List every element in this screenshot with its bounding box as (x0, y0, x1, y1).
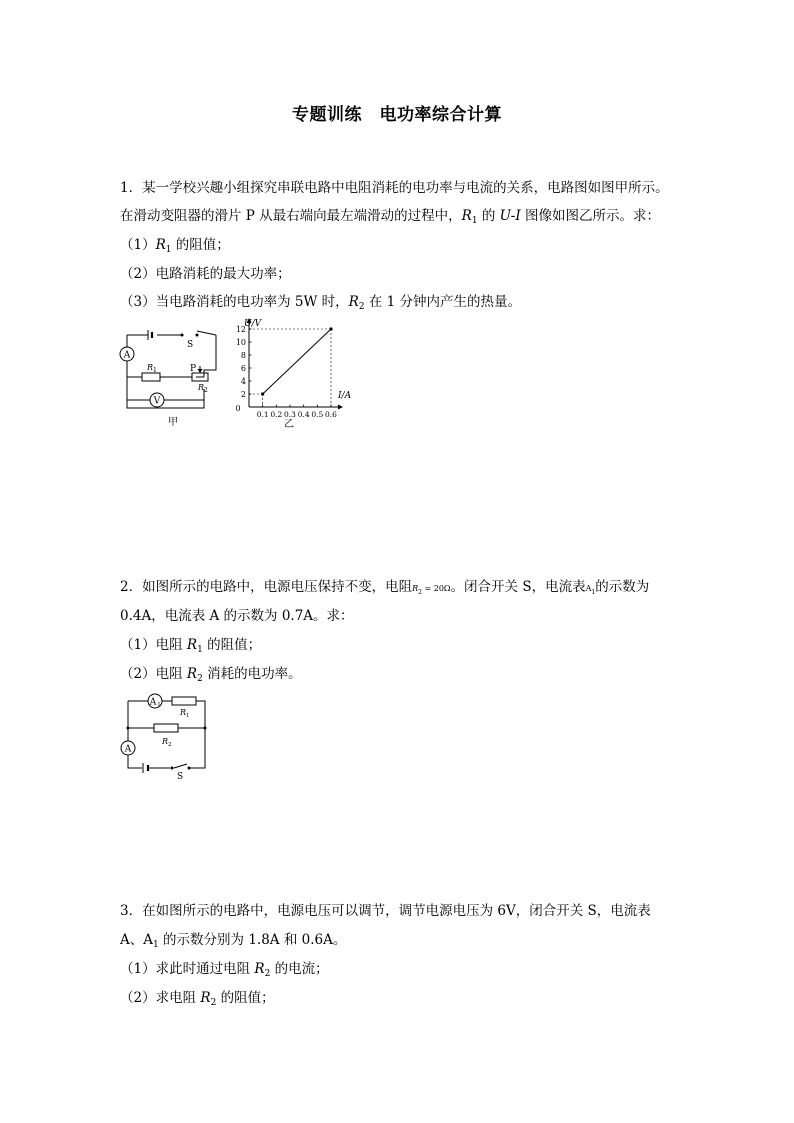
svg-text:S: S (187, 340, 194, 350)
svg-text:1: 1 (157, 702, 161, 708)
svg-text:R: R (147, 363, 154, 372)
svg-text:A: A (123, 350, 131, 361)
y-tick-label: 4 (240, 377, 246, 386)
y-axis-label: U/V (244, 319, 262, 329)
svg-text:R: R (162, 737, 169, 746)
x-axis-arrow-icon (338, 405, 343, 410)
svg-text:1: 1 (186, 713, 190, 719)
svg-text:1: 1 (153, 367, 157, 374)
q1-line-2: 在滑动变阻器的滑片 P 从最右端向最左端滑动的过程中，$R_1$ 的 U-I 图像如图乙所示。求： (120, 208, 661, 226)
q3-line-1: 3．在如图所示的电路中，电源电压可以调节，调节电源电压为 6V，闭合开关 S，电流表 (120, 903, 651, 919)
svg-text:甲: 甲 (168, 417, 178, 428)
y-tick-label: 2 (240, 390, 246, 399)
svg-text:2: 2 (204, 387, 208, 394)
y-tick-label: 10 (235, 338, 246, 347)
switch-terminal-icon (196, 334, 199, 337)
y-tick-label: 12 (235, 325, 246, 334)
x-tick-label: 0.6 (325, 410, 337, 419)
svg-text:A: A (149, 697, 157, 708)
q2-part-1: （1）电阻 $R_1$ 的阻值； (120, 637, 262, 655)
x-axis-label: I/A (338, 391, 352, 401)
x-tick-label: 0.1 (256, 410, 269, 419)
svg-text:R: R (198, 383, 205, 392)
svg-text:S: S (177, 772, 184, 782)
q3-part-1: （1）求此时通过电阻 $R_2$ 的电流； (120, 961, 329, 979)
q1-ui-graph (228, 318, 358, 432)
svg-text:P: P (190, 364, 197, 374)
slider-arrow-head-icon (198, 369, 203, 373)
svg-text:2: 2 (168, 742, 172, 748)
q3-part-2: （2）求电阻 $R_2$ 的阻值； (120, 990, 275, 1008)
origin-label: 0 (235, 404, 241, 413)
y-tick-label: 8 (240, 351, 246, 360)
x-tick-label: 0.2 (270, 410, 283, 419)
switch-terminal-icon (188, 767, 191, 770)
q1-part-2: （2）电路消耗的最大功率； (120, 266, 291, 282)
q2-line-1: 2．如图所示的电路中，电源电压保持不变，电阻$R_2 = 20\Omega$。闭合开关 S，电流表$A_1$的示数为 (120, 579, 650, 596)
q2-line-2: 0.4A，电流表 A 的示数为 0.7A。求： (120, 608, 354, 624)
q1-circuit-diagram (110, 322, 230, 432)
q2-part-2: （2）电阻 $R_2$ 消耗的电功率。 (120, 666, 302, 684)
svg-text:R: R (180, 708, 187, 717)
page-title: 专题训练 电功率综合计算 (292, 105, 502, 125)
svg-text:A: A (124, 744, 132, 755)
switch-terminal-icon (171, 767, 174, 770)
data-point (261, 392, 264, 395)
x-tick-label: 0.4 (297, 410, 310, 419)
q1-line-1: 1．某一学校兴趣小组探究串联电路中电阻消耗的电功率与电流的关系，电路图如图甲所示。 (120, 180, 669, 196)
switch-terminal-icon (181, 334, 184, 337)
q1-part-1: $(1)R_1$ 的阻值； (120, 237, 230, 255)
svg-text:V: V (153, 396, 161, 407)
x-tick-label: 0.5 (311, 410, 324, 419)
y-tick-label: 6 (240, 364, 246, 373)
battery-icon (143, 763, 148, 773)
x-tick-label: 0.3 (284, 410, 296, 419)
series-line (263, 329, 331, 394)
data-point (329, 327, 332, 330)
graph-caption: 乙 (284, 419, 294, 430)
q1-part-3: （3）当电路消耗的电功率为 5W 时，$R_2$ 在 1 分钟内产生的热量。 (120, 294, 522, 312)
battery-icon (148, 330, 152, 340)
q2-circuit-diagram (112, 690, 212, 780)
q3-line-2: A、$A_1$ 的示数分别为 1.8A 和 0.6A。 (120, 932, 347, 950)
